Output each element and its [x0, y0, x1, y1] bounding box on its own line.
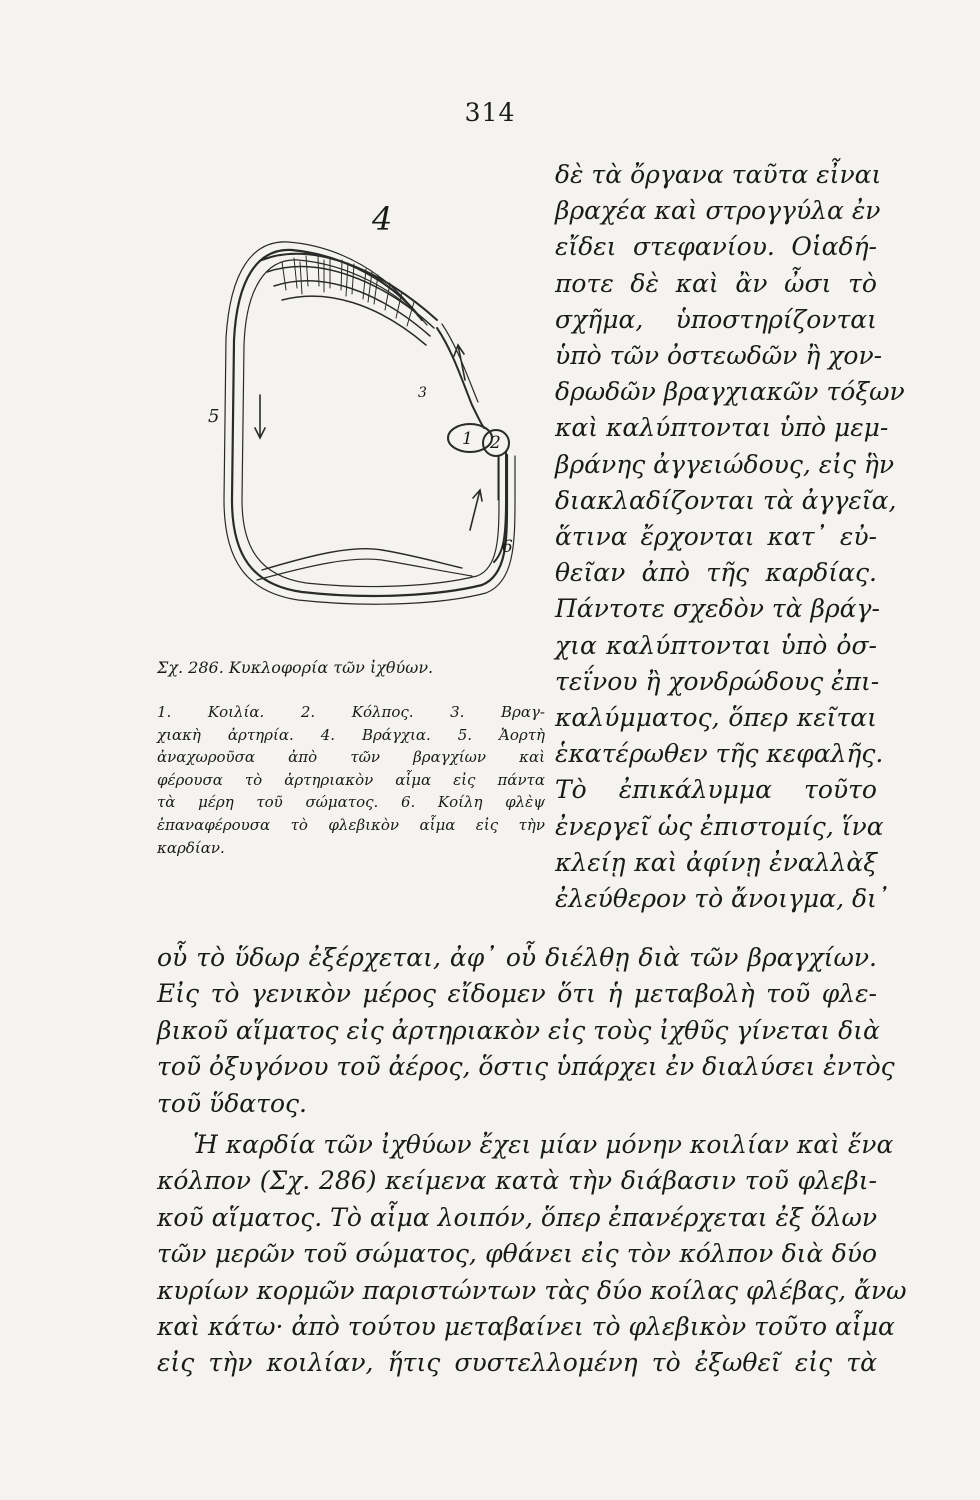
text-line: τῶν μερῶν τοῦ σώματος, φθάνει εἰς τὸν κόλπον διὰ δύο	[157, 1239, 877, 1269]
aorta-loop	[232, 250, 507, 596]
legend-line: ἀναχωροῦσα ἀπὸ τῶν βραγχίων καὶ	[157, 748, 545, 767]
text-line: εἴδει στεφανίου. Οἱαδή-	[555, 232, 877, 262]
text-line: χια καλύπτονται ὑπὸ ὀσ-	[555, 630, 877, 660]
arrow-up-lower	[470, 490, 482, 530]
text-line: καὶ καλύπτονται ὑπὸ μεμ-	[555, 413, 889, 443]
text-line: ἅτινα ἔρχονται κατ᾽ εὐ-	[555, 522, 877, 552]
text-line: Πάντοτε σχεδὸν τὰ βράγ-	[555, 594, 880, 624]
text-line: καὶ κάτω· ἀπὸ τούτου μεταβαίνει τὸ φλεβικὸν τοῦτο αἷμα	[157, 1312, 895, 1342]
text-line: βράνης ἀγγειώδους, εἰς ἣν	[555, 449, 895, 479]
text-line: σχῆμα, ὑποστηρίζονται	[555, 304, 877, 334]
legend-line: φέρουσα τὸ ἀρτηριακὸν αἷμα εἰς πάντα	[157, 770, 545, 789]
text-line: καλύμματος, ὅπερ κεῖται	[555, 703, 877, 733]
gill-arches	[262, 254, 437, 320]
text-line: εἰς τὴν κοιλίαν, ἥτις συστελλομένη τὸ ἐξωθεῖ εἰς τὰ	[157, 1348, 877, 1378]
label-1: 1	[462, 429, 473, 449]
paragraph-2	[157, 1127, 907, 1382]
text-line: βραχέα καὶ στρογγύλα ἐν	[555, 196, 881, 226]
text-line: τοῦ ὕδατος.	[157, 1088, 307, 1118]
text-line: Τὸ ἐπικάλυμμα τοῦτο	[555, 775, 877, 805]
text-line: ἐλεύθερον τὸ ἄνοιγμα, δι᾽	[555, 884, 890, 914]
arrow-down	[255, 395, 265, 438]
text-line: βικοῦ αἵματος εἰς ἀρτηριακὸν εἰς τοὺς ἰχθῦς γίνεται διὰ	[157, 1015, 880, 1045]
legend-line: 1. Κοιλία. 2. Κόλπος. 3. Βραγ-	[157, 703, 545, 721]
legend-line: χιακὴ ἀρτηρία. 4. Βράγχια. 5. Ἀορτὴ	[157, 725, 545, 744]
text-line: Εἰς τὸ γενικὸν μέρος εἴδομεν ὅτι ἡ μεταβολὴ τοῦ φλε-	[157, 979, 877, 1009]
text-line: τεΐνου ἢ χονδρώδους ἐπι-	[555, 666, 880, 696]
text-line: ποτε δὲ καὶ ἂν ὦσι τὸ	[555, 268, 877, 298]
branchial-artery	[437, 328, 484, 428]
page-number: 314	[464, 98, 516, 127]
right-column-text	[555, 157, 905, 917]
figure-caption: Σχ. 286. Κυκλοφορία τῶν ἰχθύων.	[157, 658, 434, 677]
text-line: κυρίων κορμῶν παριστώντων τὰς δύο κοίλας φλέβας, ἄνω	[157, 1275, 907, 1305]
text-line: κλείῃ καὶ ἀφίνῃ ἐναλλὰξ	[555, 847, 877, 877]
label-3: 3	[418, 385, 427, 401]
paragraph-1	[157, 940, 895, 1122]
text-line: κόλπον (Σχ. 286) κείμενα κατὰ τὴν διάβασιν τοῦ φλεβι-	[157, 1166, 877, 1196]
figure-legend	[157, 701, 545, 859]
text-line: ἑκατέρωθεν τῆς κεφαλῆς.	[555, 739, 884, 769]
text-line: θεῖαν ἀπὸ τῆς καρδίας.	[555, 558, 877, 588]
text-line: τοῦ ὀξυγόνου τοῦ ἀέρος, ὅστις ὑπάρχει ἐν διαλύσει ἐντὸς	[157, 1052, 895, 1082]
text-line: δὲ τὰ ὄργανα ταῦτα εἶναι	[555, 160, 882, 189]
text-line: οὗ τὸ ὕδωρ ἐξέρχεται, ἀφ᾽ οὗ διέλθῃ διὰ τῶν βραγχίων.	[157, 943, 877, 972]
text-line: κοῦ αἵματος. Τὸ αἷμα λοιπόν, ὅπερ ἐπανέρχεται ἐξ ὅλων	[157, 1202, 878, 1232]
label-6: 6	[502, 537, 513, 557]
legend-line: καρδίαν.	[157, 838, 225, 857]
body-text	[157, 940, 907, 1382]
legend-line: τὰ μέρη τοῦ σώματος. 6. Κοίλη φλὲψ	[157, 793, 545, 812]
text-line: δρωδῶν βραγχιακῶν τόξων	[555, 377, 905, 407]
text-line: ἐνεργεῖ ὡς ἐπιστομίς, ἵνα	[555, 811, 884, 841]
label-5: 5	[208, 406, 220, 427]
label-2: 2	[490, 433, 501, 453]
legend-line: ἐπαναφέρουσα τὸ φλεβικὸν αἷμα εἰς τὴν	[157, 815, 545, 834]
fish-circulation-figure	[208, 200, 542, 640]
label-4: 4	[372, 200, 393, 238]
text-line: Ἡ καρδία τῶν ἰχθύων ἔχει μίαν μόνην κοιλίαν καὶ ἕνα	[193, 1130, 894, 1160]
text-line: διακλαδίζονται τὰ ἀγγεῖα,	[555, 485, 897, 515]
text-line: ὑπὸ τῶν ὀστεωδῶν ἢ χον-	[555, 341, 883, 371]
